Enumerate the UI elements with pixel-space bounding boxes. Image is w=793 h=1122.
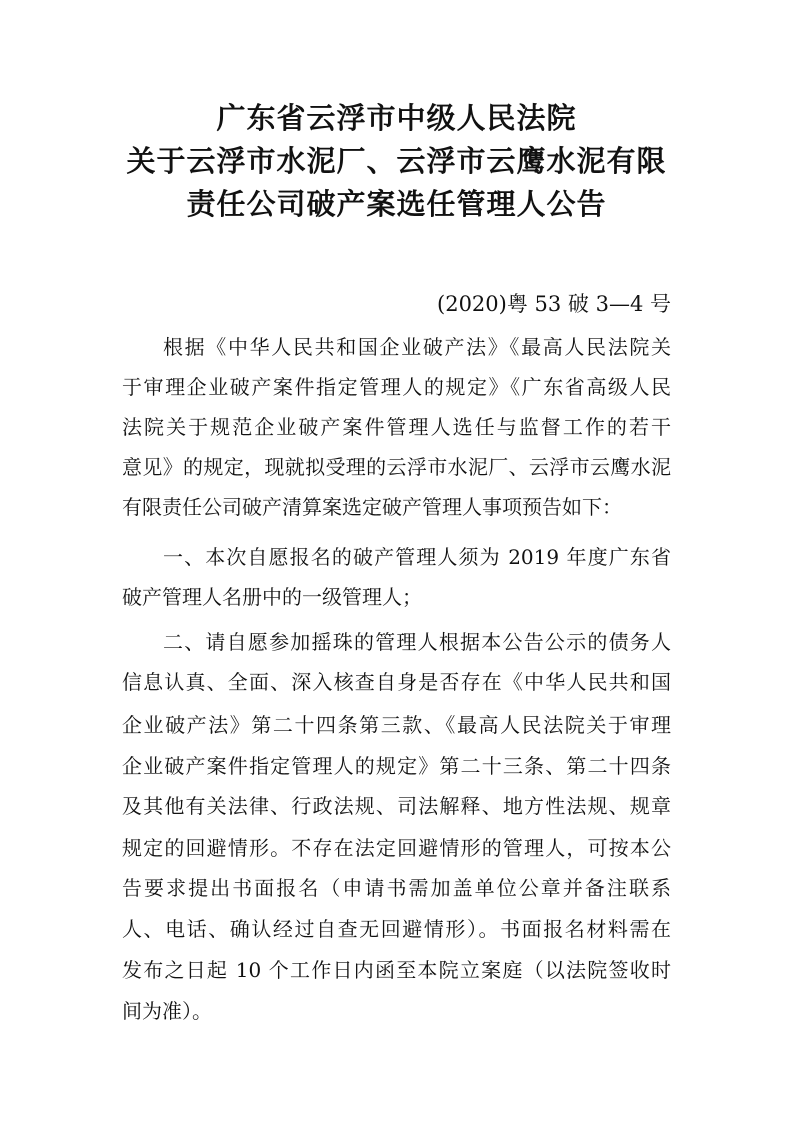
body-line: 间为准）。: [122, 999, 212, 1023]
body-line: 于审理企业破产案件指定管理人的规定》《广东省高级人民: [122, 375, 671, 399]
body-line: 有限责任公司破产清算案选定破产管理人事项预告如下：: [122, 495, 622, 519]
case-number: (2020)粤 53 破 3—4 号: [437, 292, 671, 316]
body-line: 根据《中华人民共和国企业破产法》《最高人民法院关: [163, 335, 671, 359]
body-line: 法院关于规范企业破产案件管理人选任与监督工作的若干: [122, 415, 671, 439]
title-line-3: 责任公司破产案选任管理人公告: [186, 187, 607, 221]
body-line: 企业破产法》第二十四条第三款、《最高人民法院关于审理: [122, 713, 671, 737]
body-line: 企业破产案件指定管理人的规定》第二十三条、第二十四条: [122, 754, 671, 778]
body-line: 二、请自愿参加摇珠的管理人根据本公告公示的债务人: [163, 630, 671, 654]
body-line: 规定的回避情形。不存在法定回避情形的管理人，可按本公: [122, 836, 671, 860]
title-line-1: 广东省云浮市中级人民法院: [216, 101, 577, 135]
body-line: 破产管理人名册中的一级管理人；: [122, 585, 422, 609]
body-line: 发布之日起 10 个工作日内函至本院立案庭（以法院签收时: [122, 958, 671, 982]
body-line: 告要求提出书面报名（申请书需加盖单位公章并备注联系: [122, 876, 671, 900]
body-line: 一、本次自愿报名的破产管理人须为 2019 年度广东省: [163, 545, 671, 569]
title-line-2: 关于云浮市水泥厂、云浮市云鹰水泥有限: [126, 144, 667, 178]
body-line: 信息认真、全面、深入核查自身是否存在《中华人民共和国: [122, 670, 671, 694]
body-line: 人、电话、确认经过自查无回避情形）。书面报名材料需在: [122, 917, 671, 941]
body-line: 意见》的规定，现就拟受理的云浮市水泥厂、云浮市云鹰水泥: [122, 455, 671, 479]
body-line: 及其他有关法律、行政法规、司法解释、地方性法规、规章: [122, 794, 671, 818]
